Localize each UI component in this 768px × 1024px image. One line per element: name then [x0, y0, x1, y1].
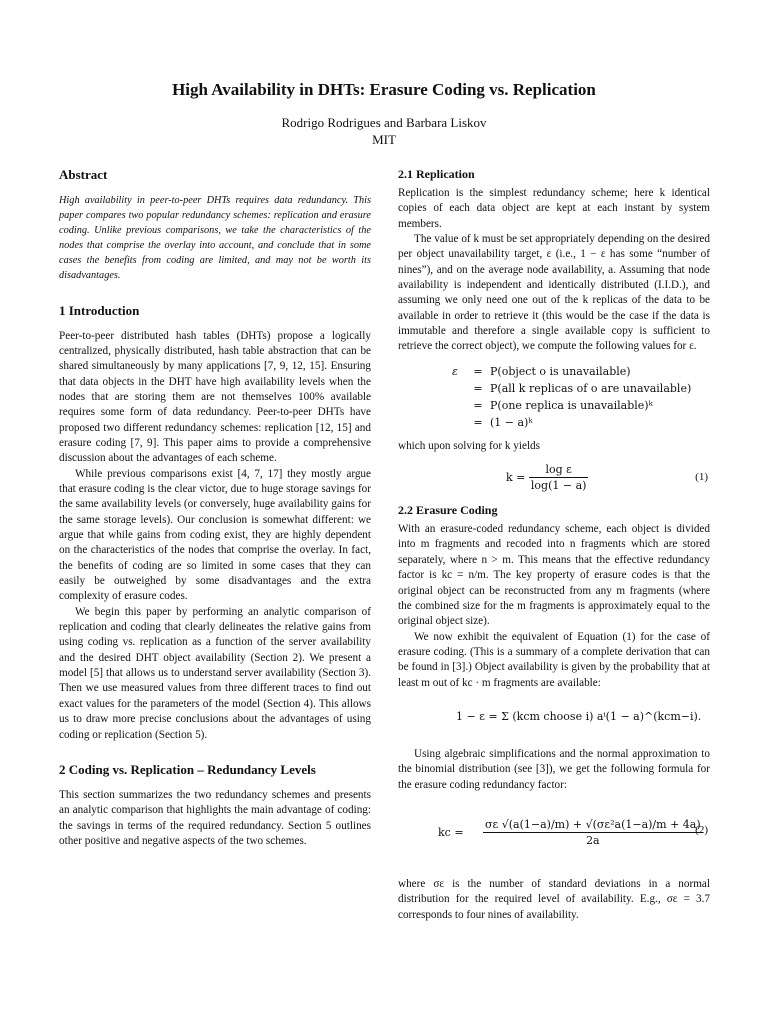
equation-2 [398, 799, 710, 871]
equation-1-lhs: k = [506, 470, 526, 484]
erasure-coding-heading: 2.2 Erasure Coding [398, 503, 498, 518]
equation-2-denominator: 2a [586, 834, 600, 848]
equals-sign: = [473, 364, 483, 378]
equals-sign: = [473, 415, 483, 429]
authors: Rodrigo Rodrigues and Barbara Liskov [281, 115, 487, 130]
abstract-heading: Abstract [59, 167, 108, 182]
intro-paragraph-2: While previous comparisons exist [4, 7, 17] they mostly argue that erasure coding is the clear victor, due to huge storage savings for the same availability levels (or conversely, huge availability gains for the same storage levels). Our conclusion is somewhat different: we argue that while gains from coding exist, they are highly dependent on the characteristics of the nodes that comprise the overlay. In fact, the benefits of coding are so limited in some cases that they can easily be outweighed by some disadvantages and the extra complexity of erasure codes. [59, 467, 371, 603]
equation-lhs: ε [452, 364, 458, 378]
equals-sign: = [473, 381, 483, 395]
equation-1-numerator: log ε [529, 462, 589, 478]
replication-paragraph-2: The value of k must be set appropriately depending on the desired per object unavailability target, ε (i.e., 1 − ε has some “number of nines”), and on the average node availability, a. Assuming that node availability is independent and identically distributed (I.I.D.), and assuming we only need one out of the k replicas of the data to be available in order to retrieve it (this would be the case if the data is immutable and therefore a single available copy is sufficient to retrieve the correct object), we compute the following values for ε. [398, 233, 710, 353]
replication-heading: 2.1 Replication [398, 167, 475, 181]
section-2-paragraph: This section summarizes the two redundancy schemes and presents an analytic comparison that highlights the main advantage of coding: the savings in terms of the required redundancy. Section 5 outlines other positive and negative aspects of the two schemes. [59, 788, 371, 847]
equation-rhs: P(one replica is unavailable)ᵏ [490, 398, 653, 412]
equals-sign: = [473, 398, 483, 412]
left-column [59, 166, 371, 849]
erasure-paragraph-3: Using algebraic simplifications and the normal approximation to the binomial distribution (see [3]), we get the following formula for the erasure coding redundancy factor: [398, 747, 710, 791]
equation-2-numerator: σε √(a(1−a)/m) + √(σε²a(1−a)/m + 4a) [483, 817, 703, 833]
affiliation: MIT [372, 132, 396, 147]
equation-rhs: P(object o is unavailable) [490, 364, 631, 378]
equation-1 [398, 460, 710, 494]
equation-1-tag: (1) [695, 471, 708, 484]
equation-1-fraction [529, 462, 589, 494]
replication-paragraph-3: which upon solving for k yields [398, 439, 541, 452]
sum-equation-body: 1 − ε = Σ (kcm choose i) aⁱ(1 − a)^(kcm−i). [456, 709, 702, 723]
abstract-text: High availability in peer-to-peer DHTs requires data redundancy. This paper compares two popular redundancy schemes: replication and erasure coding. Unlike previous comparisons, we take the characteristics of the nodes that comprise the overlay into account, and conclude that in some cases the benefits from coding are limited, and may not be worth its disadvantages. [59, 195, 371, 282]
erasure-paragraph-4: where σε is the number of standard deviations in a normal distribution for the required level of availability. E.g., σε = 3.7 corresponds to four nines of availability. [398, 877, 710, 921]
erasure-paragraph-1: With an erasure-coded redundancy scheme, each object is divided into m fragments and recoded into n fragments which are stored separately, where n > m. This means that the effective redundancy factor is kc = n/m. The key property of erasure codes is that the original object can be reconstructed from any m fragments (where the combined size for the m fragments is approximately equal to the original object size). [398, 523, 710, 628]
equation-2-tag: (2) [695, 823, 708, 836]
equation-line [452, 397, 710, 414]
replication-paragraph-1: Replication is the simplest redundancy scheme; here k identical copies of each data object are kept at each instant by system members. [398, 187, 710, 230]
equation-2-lhs: kc = [438, 825, 464, 839]
right-column [398, 166, 710, 923]
equation-rhs: (1 − a)ᵏ [490, 415, 533, 429]
equation-rhs: P(all k replicas of o are unavailable) [490, 381, 692, 395]
intro-paragraph-3: We begin this paper by performing an analytic comparison of replication and coding that clearly delineates the relative gains from using coding vs. replication as a function of the server availability and the desired DHT object availability (Section 2). We present a model [5] that allows us to understand server availability (Section 3). Then we use measured values from three different traces to find out exact values for the parameters of the model (Section 4). This allows us to draw more precise conclusions about the advantages of using coding or replication (Section 5). [59, 605, 371, 741]
equation-line [452, 414, 710, 431]
equation-line [452, 363, 710, 380]
equation-line [452, 380, 710, 397]
sum-equation [398, 697, 710, 741]
intro-paragraph-1: Peer-to-peer distributed hash tables (DHTs) propose a logically centralized, physically distributed, hash table abstraction that can be shared simultaneously by many applications [7, 9, 12, 15]. Ensuring that data objects in the DHT have high availability levels when the nodes that are storing them are not themselves 100% available requires some form of data redundancy. Peer-to-peer DHTs have proposed two different redundancy schemes: replication [12, 15] and erasure coding [7, 9]. This paper aims to provide a comprehensive discussion about the advantages of each scheme. [59, 329, 371, 465]
equation-2-fraction [483, 817, 703, 849]
equation-1-denominator: log(1 − a) [530, 479, 587, 493]
section-2-heading: 2 Coding vs. Replication – Redundancy Levels [59, 761, 316, 777]
paper-title: High Availability in DHTs: Erasure Coding vs. Replication [172, 80, 596, 99]
intro-heading: 1 Introduction [59, 302, 140, 318]
erasure-paragraph-2: We now exhibit the equivalent of Equation (1) for the case of erasure coding. (This is a summary of a complete derivation that can be found in [3].) Object availability is given by the probability that at least m out of kc · m fragments are available: [398, 630, 710, 689]
author-block [0, 114, 768, 148]
epsilon-derivation [452, 363, 710, 431]
